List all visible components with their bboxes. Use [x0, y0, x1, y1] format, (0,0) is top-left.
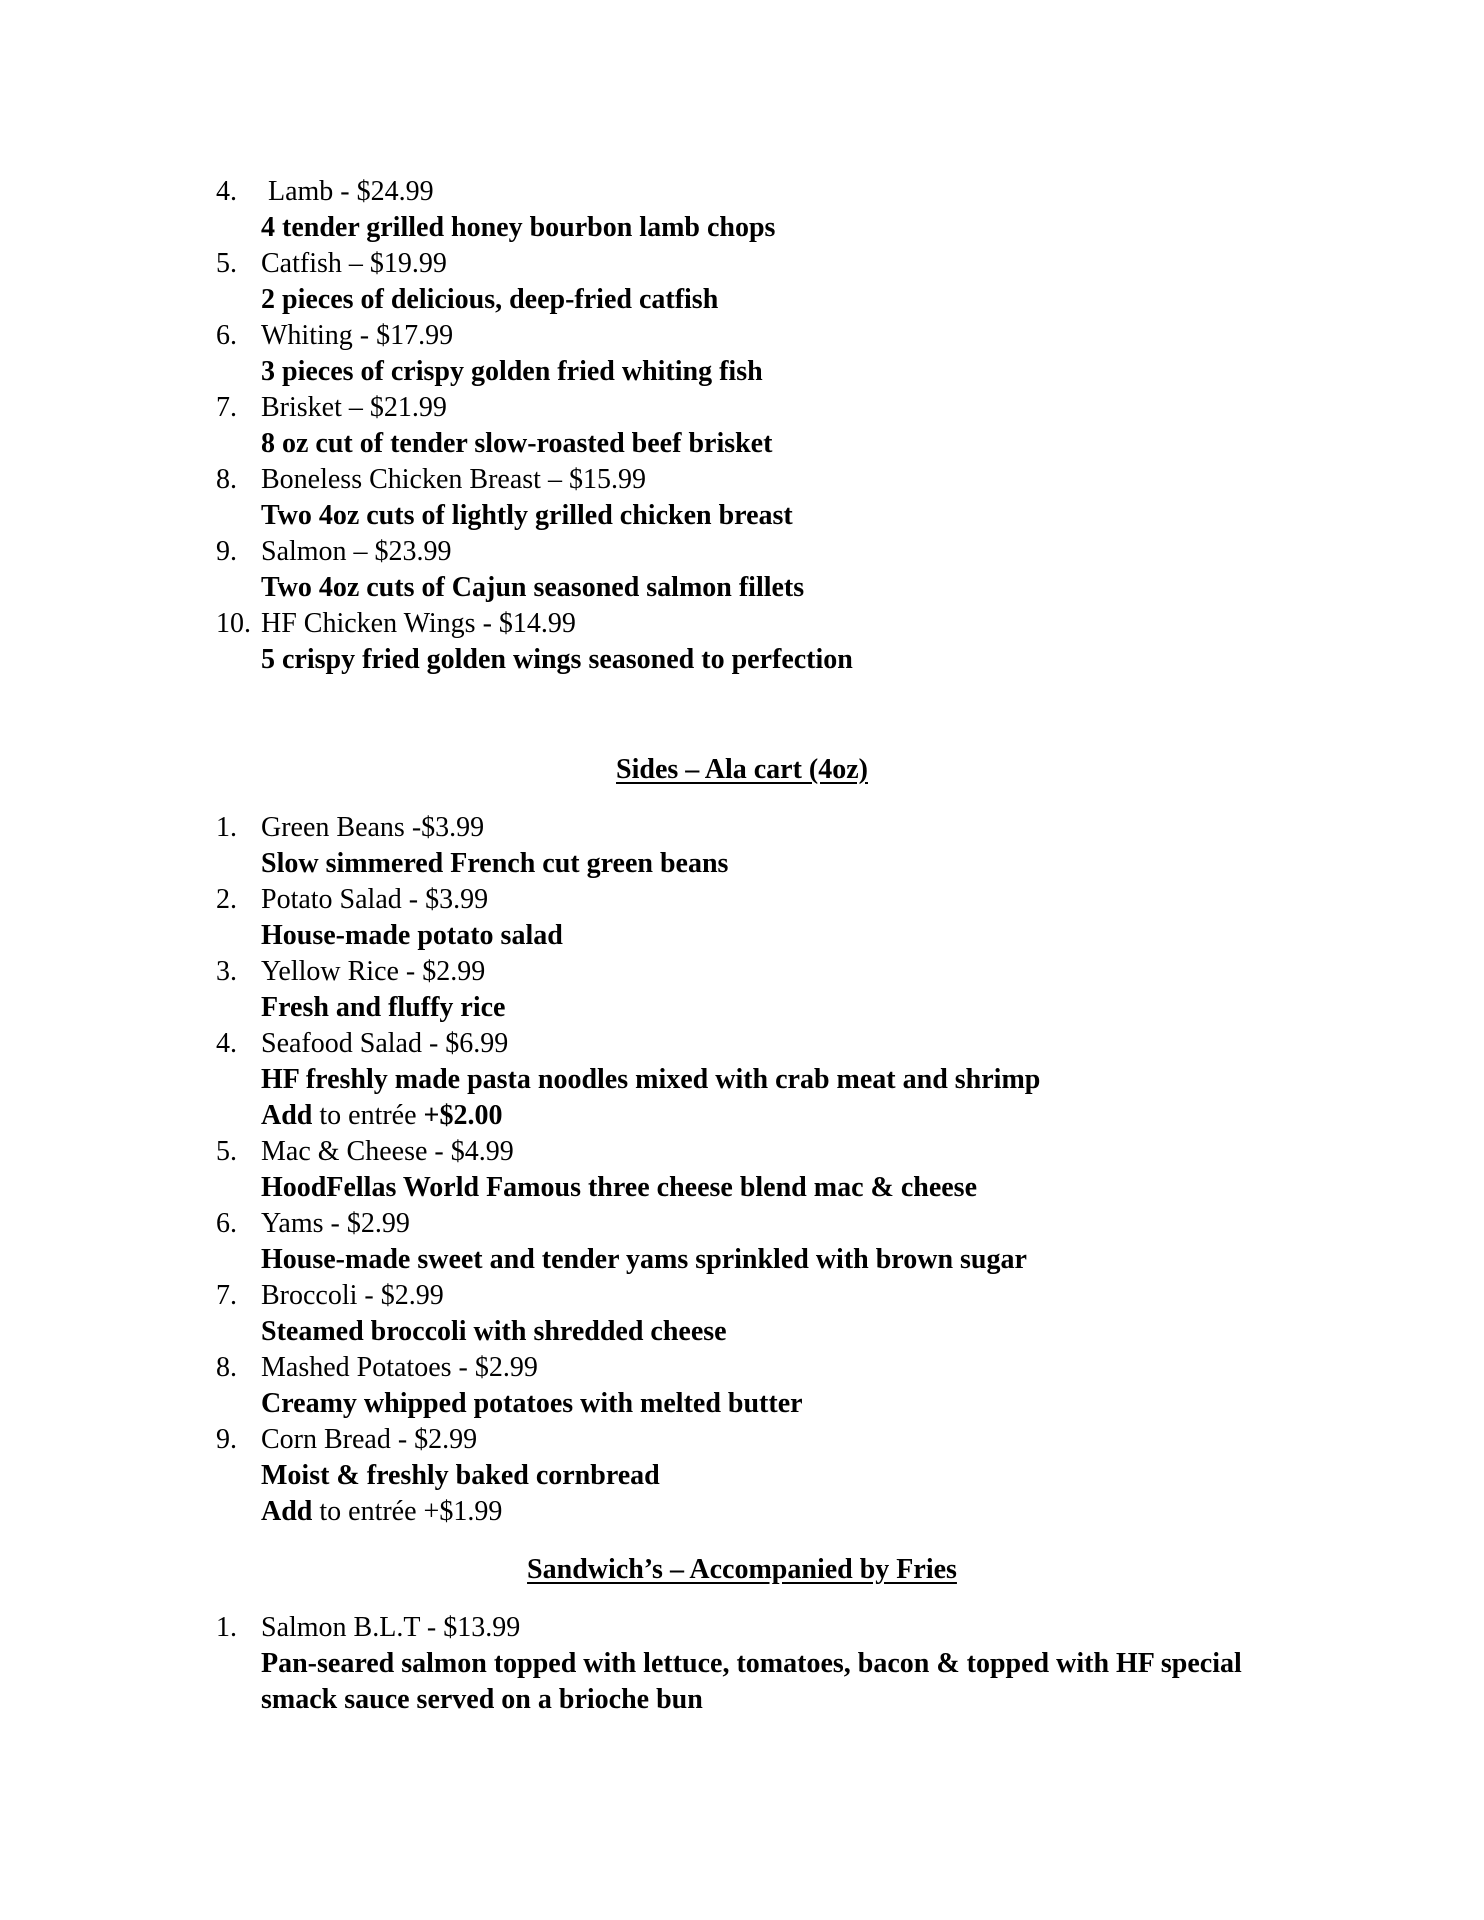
- item-title: Salmon B.L.T - $13.99: [261, 1612, 521, 1643]
- list-item: [216, 1206, 1316, 1278]
- item-title: Brisket – $21.99: [261, 392, 447, 423]
- add-label: Add: [261, 1100, 313, 1131]
- item-description: 2 pieces of delicious, deep-fried catfish: [261, 284, 719, 315]
- item-number: 8.: [216, 464, 237, 495]
- item-number: 6.: [216, 320, 237, 351]
- item-description: 8 oz cut of tender slow-roasted beef brisket: [261, 428, 773, 459]
- item-number: 6.: [216, 1208, 237, 1239]
- item-description: 4 tender grilled honey bourbon lamb chops: [261, 212, 776, 243]
- item-title: Yams - $2.99: [261, 1208, 410, 1239]
- item-description: Pan-seared salmon topped with lettuce, tomatoes, bacon & topped with HF special smack sauce served on a brioche bun: [261, 1648, 1242, 1715]
- add-to-entree-note: [261, 1098, 1316, 1134]
- item-description: Creamy whipped potatoes with melted butter: [261, 1388, 803, 1419]
- list-item: [216, 174, 1316, 246]
- item-description: House-made sweet and tender yams sprinkled with brown sugar: [261, 1244, 1027, 1275]
- item-number: 2.: [216, 884, 237, 915]
- item-title: Yellow Rice - $2.99: [261, 956, 486, 987]
- item-number: 5.: [216, 1136, 237, 1167]
- item-title: Broccoli - $2.99: [261, 1280, 444, 1311]
- list-item: [216, 606, 1316, 678]
- list-item: [216, 390, 1316, 462]
- list-item: [216, 462, 1316, 534]
- sides-list: [216, 810, 1316, 1530]
- item-number: 8.: [216, 1352, 237, 1383]
- list-item: [216, 534, 1316, 606]
- item-title: HF Chicken Wings - $14.99: [261, 608, 576, 639]
- add-price: +$2.00: [423, 1100, 503, 1131]
- list-item: [216, 1610, 1316, 1718]
- item-number: 4.: [216, 176, 237, 207]
- add-note-text: to entrée: [312, 1100, 424, 1131]
- item-description: Steamed broccoli with shredded cheese: [261, 1316, 727, 1347]
- item-number: 10.: [216, 608, 251, 639]
- list-item: [216, 882, 1316, 954]
- list-item: [216, 1134, 1316, 1206]
- list-item: [216, 1278, 1316, 1350]
- add-note-text: to entrée +$1.99: [312, 1496, 503, 1527]
- item-title: Salmon – $23.99: [261, 536, 452, 567]
- item-number: 1.: [216, 1612, 237, 1643]
- item-description: 3 pieces of crispy golden fried whiting fish: [261, 356, 763, 387]
- list-item: [216, 810, 1316, 882]
- item-title: Mashed Potatoes - $2.99: [261, 1352, 538, 1383]
- item-number: 9.: [216, 536, 237, 567]
- list-item: [216, 318, 1316, 390]
- list-item: [216, 246, 1316, 318]
- item-description: Two 4oz cuts of lightly grilled chicken breast: [261, 500, 793, 531]
- item-description: Slow simmered French cut green beans: [261, 848, 729, 879]
- item-title: Potato Salad - $3.99: [261, 884, 489, 915]
- item-title: Lamb - $24.99: [261, 176, 434, 207]
- item-number: 7.: [216, 1280, 237, 1311]
- item-number: 3.: [216, 956, 237, 987]
- item-number: 9.: [216, 1424, 237, 1455]
- item-title: Whiting - $17.99: [261, 320, 454, 351]
- list-item: [216, 954, 1316, 1026]
- item-description: HF freshly made pasta noodles mixed with crab meat and shrimp: [261, 1064, 1041, 1095]
- item-description: Fresh and fluffy rice: [261, 992, 506, 1023]
- item-title: Green Beans -$3.99: [261, 812, 485, 843]
- item-title: Seafood Salad - $6.99: [261, 1028, 509, 1059]
- item-title: Mac & Cheese - $4.99: [261, 1136, 514, 1167]
- item-number: 7.: [216, 392, 237, 423]
- sandwich-list: [216, 1610, 1316, 1718]
- item-title: Catfish – $19.99: [261, 248, 447, 279]
- item-number: 1.: [216, 812, 237, 843]
- list-item: [216, 1350, 1316, 1422]
- entree-list: [216, 174, 1316, 678]
- item-number: 4.: [216, 1028, 237, 1059]
- item-description: Moist & freshly baked cornbread: [261, 1460, 660, 1491]
- item-title: Boneless Chicken Breast – $15.99: [261, 464, 646, 495]
- add-to-entree-note: [261, 1494, 1316, 1530]
- sandwiches-heading: Sandwich’s – Accompanied by Fries: [527, 1554, 957, 1585]
- item-description: 5 crispy fried golden wings seasoned to perfection: [261, 644, 853, 675]
- item-description: House-made potato salad: [261, 920, 563, 951]
- item-title: Corn Bread - $2.99: [261, 1424, 478, 1455]
- add-label: Add: [261, 1496, 313, 1527]
- item-description: Two 4oz cuts of Cajun seasoned salmon fillets: [261, 572, 805, 603]
- item-number: 5.: [216, 248, 237, 279]
- sides-heading: Sides – Ala cart (4oz): [616, 754, 868, 785]
- list-item: [216, 1026, 1316, 1134]
- item-description: HoodFellas World Famous three cheese blend mac & cheese: [261, 1172, 977, 1203]
- list-item: [216, 1422, 1316, 1530]
